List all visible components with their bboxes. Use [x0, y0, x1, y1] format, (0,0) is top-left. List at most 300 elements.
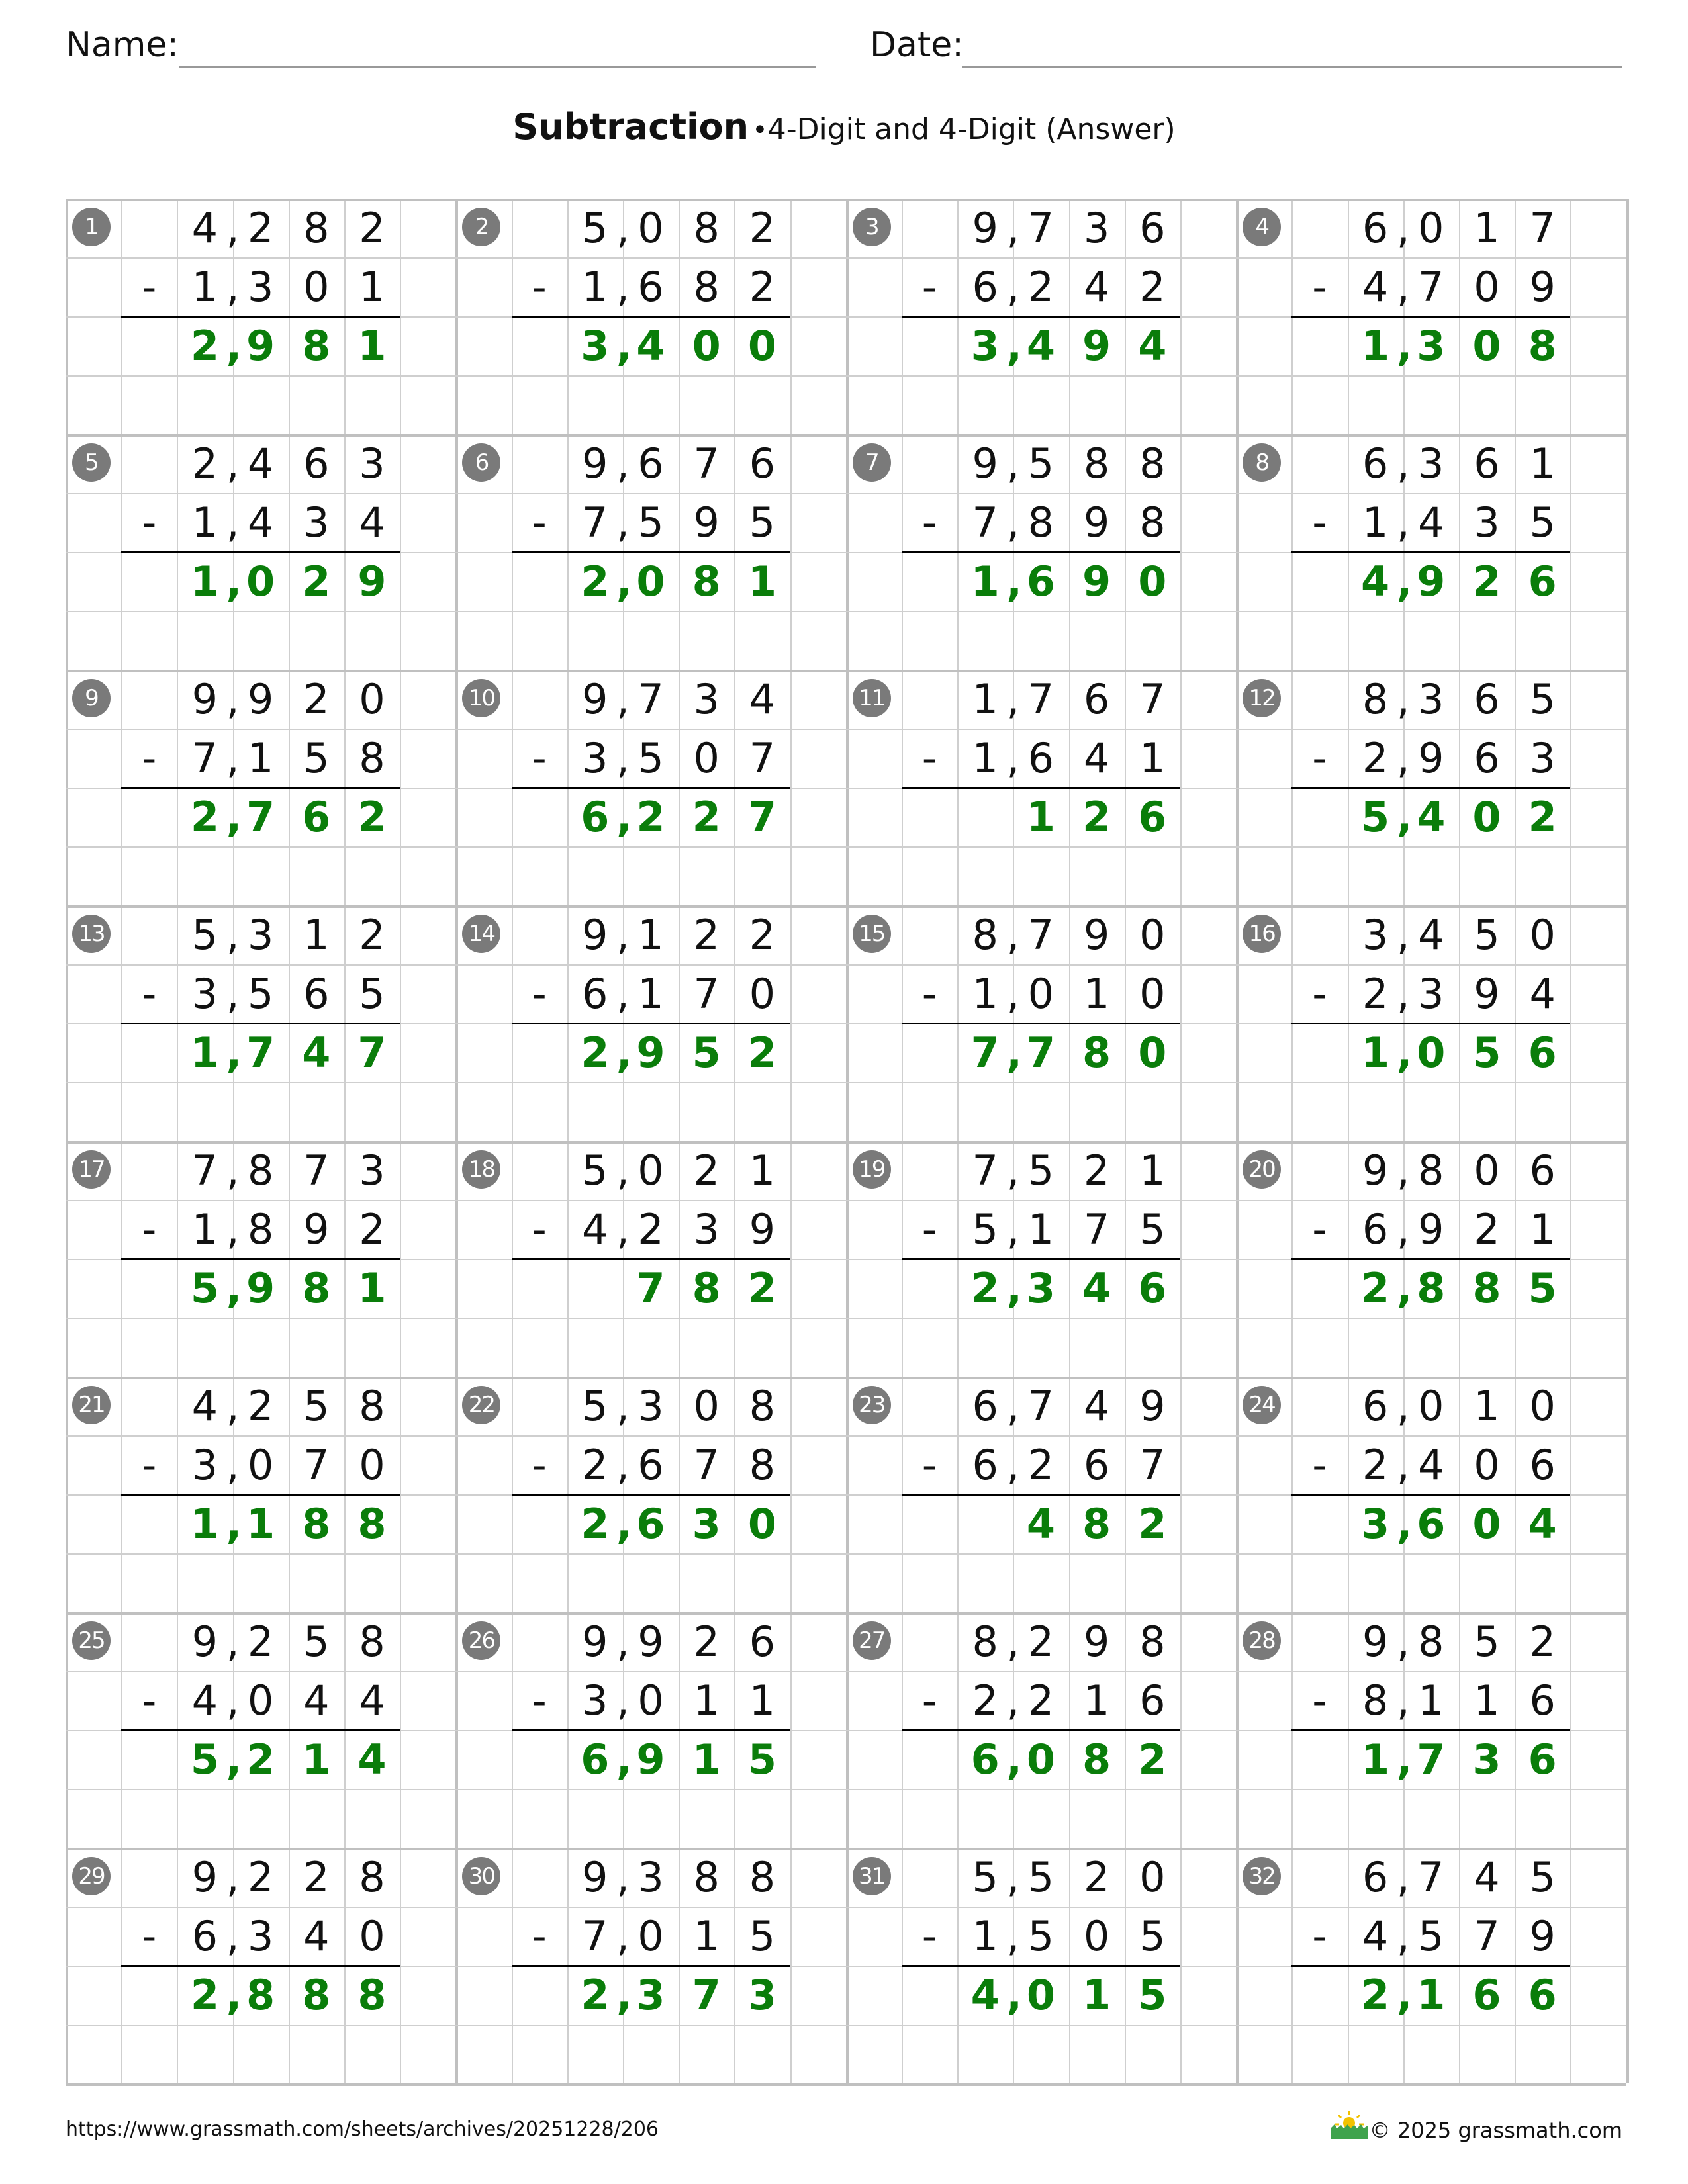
answer-digit: 5 — [190, 1264, 219, 1312]
minus-sign: - — [142, 263, 157, 311]
minuend-digit: 7 — [191, 1146, 218, 1195]
subtrahend-digit: 2 — [1139, 263, 1166, 311]
minus-sign: - — [1312, 1205, 1327, 1253]
minus-sign: - — [921, 734, 937, 782]
minuend-digit: 3 — [693, 675, 720, 723]
subtrahend-digit: 6 — [1083, 1441, 1110, 1489]
subtrahend-digit: 4 — [1362, 1912, 1389, 1960]
answer-digit: 2 — [1361, 1264, 1390, 1312]
problem-number-badge: 32 — [1243, 1857, 1281, 1895]
subtrahend-digit: 5 — [1139, 1912, 1166, 1960]
subtrahend-digit: 6 — [1529, 1676, 1556, 1725]
minuend-digit: 1 — [1474, 1382, 1500, 1430]
problem-number-badge: 7 — [853, 443, 891, 482]
answer-digit: 2 — [357, 793, 387, 841]
minuend-digit: 9 — [582, 1617, 608, 1666]
answer-digit: 1 — [190, 1500, 219, 1548]
problem-number-badge: 11 — [853, 679, 891, 717]
answer-comma: , — [616, 1971, 632, 2019]
problem-card — [66, 905, 455, 1141]
minuend-digit: 0 — [1418, 1382, 1444, 1430]
minuend-digit: 8 — [1083, 439, 1110, 488]
subtrahend-digit: 6 — [303, 970, 330, 1018]
minuend-digit: 3 — [1083, 204, 1110, 252]
answer-digit: 5 — [1138, 1971, 1167, 2019]
minuend-digit: 8 — [1139, 439, 1166, 488]
minuend-digit: 9 — [582, 911, 608, 959]
subtrahend-digit: 4 — [1529, 970, 1556, 1018]
problem-card — [66, 434, 455, 670]
subtrahend-digit: 1 — [693, 1676, 720, 1725]
subtrahend-digit: 6 — [191, 1912, 218, 1960]
problem-number-badge: 3 — [853, 208, 891, 246]
subtrahend-comma: , — [226, 970, 240, 1018]
problem-card — [846, 670, 1235, 905]
answer-digit: 9 — [636, 1735, 665, 1784]
answer-digit: 2 — [302, 557, 331, 606]
minuend-digit: 3 — [1418, 675, 1444, 723]
minus-sign: - — [1312, 734, 1327, 782]
minuend-digit: 0 — [1418, 204, 1444, 252]
answer-comma: , — [616, 793, 632, 841]
minuend-digit: 5 — [303, 1617, 330, 1666]
minus-sign: - — [532, 1441, 547, 1489]
minuend-comma: , — [1006, 1853, 1020, 1901]
problem-number-badge: 19 — [853, 1150, 891, 1189]
subtrahend-digit: 4 — [1083, 734, 1110, 782]
subtrahend-digit: 1 — [972, 734, 998, 782]
minuend-digit: 8 — [1418, 1617, 1444, 1666]
minuend-digit: 5 — [582, 204, 608, 252]
subtrahend-digit: 0 — [1474, 263, 1500, 311]
subtrahend-digit: 2 — [1027, 263, 1055, 311]
minuend-digit: 3 — [1362, 911, 1389, 959]
subtrahend-digit: 1 — [1083, 1676, 1110, 1725]
subtrahend-digit: 0 — [1474, 1441, 1500, 1489]
problem-card — [1236, 1612, 1625, 1848]
answer-digit: 6 — [1528, 1028, 1557, 1077]
minus-sign: - — [532, 263, 547, 311]
answer-digit: 1 — [1361, 1735, 1390, 1784]
minuend-comma: , — [226, 439, 240, 488]
subtrahend-digit: 1 — [191, 498, 218, 547]
minus-sign: - — [142, 734, 157, 782]
minuend-comma: , — [616, 911, 630, 959]
minuend-comma: , — [1006, 911, 1020, 959]
minuend-digit: 3 — [1418, 439, 1444, 488]
date-line[interactable] — [962, 66, 1622, 68]
subtrahend-comma: , — [616, 1912, 630, 1960]
minus-sign: - — [142, 970, 157, 1018]
minus-sign: - — [921, 1441, 937, 1489]
subtrahend-digit: 1 — [1418, 1676, 1444, 1725]
subtrahend-comma: , — [226, 734, 240, 782]
subtrahend-digit: 5 — [359, 970, 385, 1018]
minus-sign: - — [921, 263, 937, 311]
subtrahend-digit: 9 — [1474, 970, 1500, 1018]
answer-digit: 1 — [357, 322, 387, 370]
subtrahend-digit: 6 — [1362, 1205, 1389, 1253]
subtrahend-digit: 9 — [749, 1205, 776, 1253]
subtrahend-comma: , — [1006, 498, 1020, 547]
subtrahend-digit: 6 — [1529, 1441, 1556, 1489]
answer-digit: 7 — [1417, 1735, 1446, 1784]
minuend-digit: 4 — [749, 675, 776, 723]
minuend-digit: 2 — [693, 1146, 720, 1195]
subtrahend-digit: 6 — [582, 970, 608, 1018]
minuend-digit: 2 — [247, 204, 274, 252]
subtrahend-digit: 4 — [247, 498, 274, 547]
subtrahend-digit: 1 — [1083, 970, 1110, 1018]
grid-line-horizontal — [66, 2083, 1626, 2086]
minuend-digit: 9 — [191, 1853, 218, 1901]
subtrahend-digit: 1 — [637, 970, 664, 1018]
minuend-digit: 4 — [247, 439, 274, 488]
answer-digit: 9 — [357, 557, 387, 606]
answer-comma: , — [616, 1500, 632, 1548]
minuend-digit: 8 — [749, 1853, 776, 1901]
minuend-digit: 6 — [749, 1617, 776, 1666]
answer-comma: , — [226, 1500, 242, 1548]
subtrahend-digit: 4 — [191, 1676, 218, 1725]
subtrahend-digit: 3 — [1529, 734, 1556, 782]
minuend-comma: , — [616, 1617, 630, 1666]
minuend-digit: 8 — [749, 1382, 776, 1430]
problem-card — [846, 199, 1235, 434]
minuend-digit: 5 — [303, 1382, 330, 1430]
answer-digit: 3 — [747, 1971, 776, 2019]
subtrahend-digit: 3 — [1418, 970, 1444, 1018]
answer-comma: , — [1396, 322, 1413, 370]
problem-card — [846, 1377, 1235, 1612]
subtrahend-digit: 5 — [247, 970, 274, 1018]
answer-digit: 6 — [1528, 1971, 1557, 2019]
subtrahend-digit: 6 — [1474, 734, 1500, 782]
minuend-digit: 8 — [1418, 1146, 1444, 1195]
minuend-digit: 5 — [1027, 1853, 1055, 1901]
minuend-digit: 8 — [1139, 1617, 1166, 1666]
problem-card — [66, 670, 455, 905]
minuend-digit: 5 — [1027, 1146, 1055, 1195]
answer-comma: , — [1396, 793, 1413, 841]
minuend-digit: 8 — [972, 1617, 998, 1666]
answer-digit: 8 — [246, 1971, 275, 2019]
minuend-comma: , — [1396, 1382, 1410, 1430]
answer-digit: 6 — [636, 1500, 665, 1548]
subtrahend-digit: 8 — [1139, 498, 1166, 547]
minuend-digit: 5 — [1027, 439, 1055, 488]
subtrahend-digit: 2 — [582, 1441, 608, 1489]
problem-card — [846, 1141, 1235, 1377]
answer-comma: , — [616, 322, 632, 370]
answer-digit: 3 — [581, 322, 610, 370]
subtrahend-digit: 5 — [1418, 1912, 1444, 1960]
answer-digit: 6 — [1417, 1500, 1446, 1548]
answer-digit: 2 — [190, 322, 219, 370]
problem-number-badge: 15 — [853, 915, 891, 953]
answer-digit: 2 — [692, 793, 721, 841]
answer-digit: 7 — [970, 1028, 1000, 1077]
minus-sign: - — [532, 1676, 547, 1725]
answer-digit: 1 — [747, 557, 776, 606]
answer-comma: , — [226, 1971, 242, 2019]
answer-digit: 4 — [1082, 1264, 1111, 1312]
answer-digit: 1 — [1082, 1971, 1111, 2019]
subtrahend-comma: , — [1006, 1676, 1020, 1725]
minuend-digit: 4 — [1474, 1853, 1500, 1901]
subtrahend-digit: 4 — [359, 1676, 385, 1725]
answer-digit: 2 — [581, 557, 610, 606]
name-line[interactable] — [179, 66, 816, 68]
subtrahend-comma: , — [1396, 734, 1410, 782]
minuend-digit: 2 — [191, 439, 218, 488]
subtrahend-comma: , — [1396, 1441, 1410, 1489]
minuend-comma: , — [1396, 675, 1410, 723]
minuend-digit: 9 — [637, 1617, 664, 1666]
minus-sign: - — [142, 1205, 157, 1253]
problem-card — [455, 1612, 845, 1848]
answer-digit: 7 — [636, 1264, 665, 1312]
answer-digit: 7 — [747, 793, 776, 841]
subtrahend-digit: 7 — [693, 970, 720, 1018]
minuend-digit: 9 — [1083, 1617, 1110, 1666]
minuend-digit: 7 — [1529, 204, 1556, 252]
subtrahend-digit: 2 — [972, 1676, 998, 1725]
problem-card — [846, 905, 1235, 1141]
minuend-comma: , — [616, 439, 630, 488]
answer-digit: 0 — [636, 557, 665, 606]
subtrahend-digit: 7 — [972, 498, 998, 547]
problem-card — [1236, 905, 1625, 1141]
minus-sign: - — [142, 1676, 157, 1725]
answer-digit: 5 — [1361, 793, 1390, 841]
problem-card — [455, 905, 845, 1141]
minuend-digit: 5 — [1529, 1853, 1556, 1901]
problem-card — [455, 1141, 845, 1377]
minus-sign: - — [1312, 498, 1327, 547]
subtrahend-digit: 7 — [749, 734, 776, 782]
subtrahend-digit: 9 — [303, 1205, 330, 1253]
subtrahend-digit: 2 — [1362, 734, 1389, 782]
answer-comma: , — [1396, 1028, 1413, 1077]
answer-digit: 0 — [1472, 1500, 1501, 1548]
answer-digit: 2 — [581, 1971, 610, 2019]
subtrahend-comma: , — [616, 1205, 630, 1253]
answer-comma: , — [226, 1735, 242, 1784]
subtrahend-digit: 4 — [359, 498, 385, 547]
minuend-digit: 6 — [637, 439, 664, 488]
answer-digit: 6 — [1138, 793, 1167, 841]
answer-digit: 2 — [190, 793, 219, 841]
subtrahend-digit: 9 — [1529, 263, 1556, 311]
subtrahend-digit: 7 — [1139, 1441, 1166, 1489]
subtrahend-digit: 0 — [247, 1676, 274, 1725]
answer-comma: , — [616, 1735, 632, 1784]
answer-digit: 0 — [692, 322, 721, 370]
subtrahend-digit: 4 — [303, 1676, 330, 1725]
subtrahend-digit: 3 — [247, 1912, 274, 1960]
minuend-digit: 2 — [749, 911, 776, 959]
minuend-digit: 6 — [303, 439, 330, 488]
minuend-digit: 3 — [359, 439, 385, 488]
subtrahend-digit: 6 — [972, 263, 998, 311]
answer-digit: 3 — [636, 1971, 665, 2019]
minuend-comma: , — [1396, 1617, 1410, 1666]
minuend-comma: , — [616, 204, 630, 252]
minuend-digit: 8 — [359, 1382, 385, 1430]
subtrahend-comma: , — [1396, 1912, 1410, 1960]
subtrahend-digit: 8 — [1027, 498, 1055, 547]
answer-digit: 9 — [1417, 557, 1446, 606]
minuend-digit: 6 — [1529, 1146, 1556, 1195]
minuend-digit: 2 — [1083, 1146, 1110, 1195]
minuend-digit: 1 — [972, 675, 998, 723]
answer-digit: 5 — [190, 1735, 219, 1784]
minuend-digit: 0 — [1529, 1382, 1556, 1430]
answer-digit: 3 — [1361, 1500, 1390, 1548]
minuend-digit: 2 — [359, 911, 385, 959]
title-bullet: • — [752, 115, 768, 146]
subtrahend-digit: 3 — [582, 734, 608, 782]
subtrahend-digit: 7 — [1418, 263, 1444, 311]
minuend-comma: , — [226, 911, 240, 959]
problem-card — [455, 1377, 845, 1612]
answer-digit: 2 — [1361, 1971, 1390, 2019]
subtrahend-digit: 5 — [749, 498, 776, 547]
subtrahend-digit: 8 — [247, 1205, 274, 1253]
answer-digit: 8 — [1472, 1264, 1501, 1312]
problem-number-badge: 26 — [462, 1621, 500, 1660]
answer-digit: 2 — [581, 1028, 610, 1077]
subtrahend-digit: 8 — [1362, 1676, 1389, 1725]
subtrahend-digit: 4 — [1418, 1441, 1444, 1489]
problem-card — [1236, 1848, 1625, 2083]
subtrahend-digit: 1 — [247, 734, 274, 782]
problem-card — [1236, 670, 1625, 905]
minuend-digit: 7 — [1027, 1382, 1055, 1430]
answer-digit: 6 — [970, 1735, 1000, 1784]
answer-digit: 6 — [1472, 1971, 1501, 2019]
answer-digit: 2 — [581, 1500, 610, 1548]
subtrahend-comma: , — [226, 1441, 240, 1489]
subtrahend-digit: 3 — [303, 498, 330, 547]
minus-sign: - — [1312, 263, 1327, 311]
problem-card — [1236, 434, 1625, 670]
answer-digit: 9 — [636, 1028, 665, 1077]
subtrahend-digit: 1 — [693, 1912, 720, 1960]
answer-comma: , — [616, 1028, 632, 1077]
minuend-comma: , — [616, 1382, 630, 1430]
answer-comma: , — [1006, 1264, 1022, 1312]
subtrahend-digit: 6 — [637, 263, 664, 311]
minuend-comma: , — [1006, 1382, 1020, 1430]
minuend-digit: 6 — [1083, 675, 1110, 723]
answer-digit: 8 — [357, 1500, 387, 1548]
minus-sign: - — [921, 970, 937, 1018]
answer-digit: 8 — [302, 322, 331, 370]
problem-card — [455, 434, 845, 670]
answer-digit: 6 — [581, 793, 610, 841]
minuend-comma: , — [616, 1853, 630, 1901]
minus-sign: - — [921, 1205, 937, 1253]
problem-number-badge: 1 — [72, 208, 111, 246]
problem-number-badge: 23 — [853, 1386, 891, 1424]
subtrahend-comma: , — [226, 1912, 240, 1960]
minuend-digit: 6 — [1362, 1382, 1389, 1430]
answer-digit: 8 — [302, 1500, 331, 1548]
minuend-digit: 7 — [1027, 911, 1055, 959]
problem-number-badge: 22 — [462, 1386, 500, 1424]
subtrahend-digit: 0 — [693, 734, 720, 782]
subtrahend-digit: 6 — [1139, 1676, 1166, 1725]
minuend-digit: 4 — [1083, 1382, 1110, 1430]
subtrahend-digit: 6 — [637, 1441, 664, 1489]
problem-card — [66, 1377, 455, 1612]
answer-digit: 2 — [1082, 793, 1111, 841]
minuend-digit: 2 — [1529, 1617, 1556, 1666]
minuend-comma: , — [1396, 204, 1410, 252]
answer-digit: 3 — [1417, 322, 1446, 370]
subtrahend-digit: 2 — [749, 263, 776, 311]
problem-number-badge: 5 — [72, 443, 111, 482]
minuend-digit: 7 — [1027, 675, 1055, 723]
problem-number-badge: 28 — [1243, 1621, 1281, 1660]
subtrahend-digit: 2 — [1474, 1205, 1500, 1253]
answer-digit: 6 — [1026, 557, 1055, 606]
minuend-comma: , — [616, 1146, 630, 1195]
subtrahend-comma: , — [226, 263, 240, 311]
minuend-comma: , — [1396, 439, 1410, 488]
answer-comma: , — [1396, 1971, 1413, 2019]
problem-card — [1236, 1377, 1625, 1612]
answer-comma: , — [226, 793, 242, 841]
answer-comma: , — [1006, 1971, 1022, 2019]
answer-digit: 8 — [1528, 322, 1557, 370]
minuend-digit: 5 — [1474, 1617, 1500, 1666]
minuend-digit: 1 — [1529, 439, 1556, 488]
minuend-digit: 4 — [191, 1382, 218, 1430]
minuend-digit: 8 — [359, 1617, 385, 1666]
minuend-digit: 7 — [1418, 1853, 1444, 1901]
subtrahend-digit: 4 — [1418, 498, 1444, 547]
subtrahend-digit: 0 — [637, 1676, 664, 1725]
subtrahend-digit: 2 — [1027, 1676, 1055, 1725]
subtrahend-comma: , — [1396, 970, 1410, 1018]
minuend-digit: 6 — [1474, 439, 1500, 488]
subtrahend-comma: , — [616, 734, 630, 782]
answer-digit: 1 — [190, 557, 219, 606]
answer-digit: 6 — [302, 793, 331, 841]
minuend-digit: 7 — [303, 1146, 330, 1195]
minuend-comma: , — [226, 1617, 240, 1666]
worksheet-title — [0, 106, 1688, 148]
minuend-digit: 7 — [637, 675, 664, 723]
minuend-digit: 0 — [1474, 1146, 1500, 1195]
subtrahend-digit: 7 — [1083, 1205, 1110, 1253]
answer-digit: 9 — [1082, 322, 1111, 370]
answer-digit: 2 — [246, 1735, 275, 1784]
subtrahend-digit: 7 — [582, 1912, 608, 1960]
minuend-digit: 3 — [247, 911, 274, 959]
answer-comma: , — [616, 557, 632, 606]
minuend-comma: , — [1396, 1146, 1410, 1195]
subtrahend-digit: 0 — [303, 263, 330, 311]
problem-number-badge: 30 — [462, 1857, 500, 1895]
answer-digit: 2 — [747, 1264, 776, 1312]
answer-digit: 5 — [747, 1735, 776, 1784]
subtrahend-digit: 2 — [359, 1205, 385, 1253]
subtrahend-digit: 4 — [303, 1912, 330, 1960]
